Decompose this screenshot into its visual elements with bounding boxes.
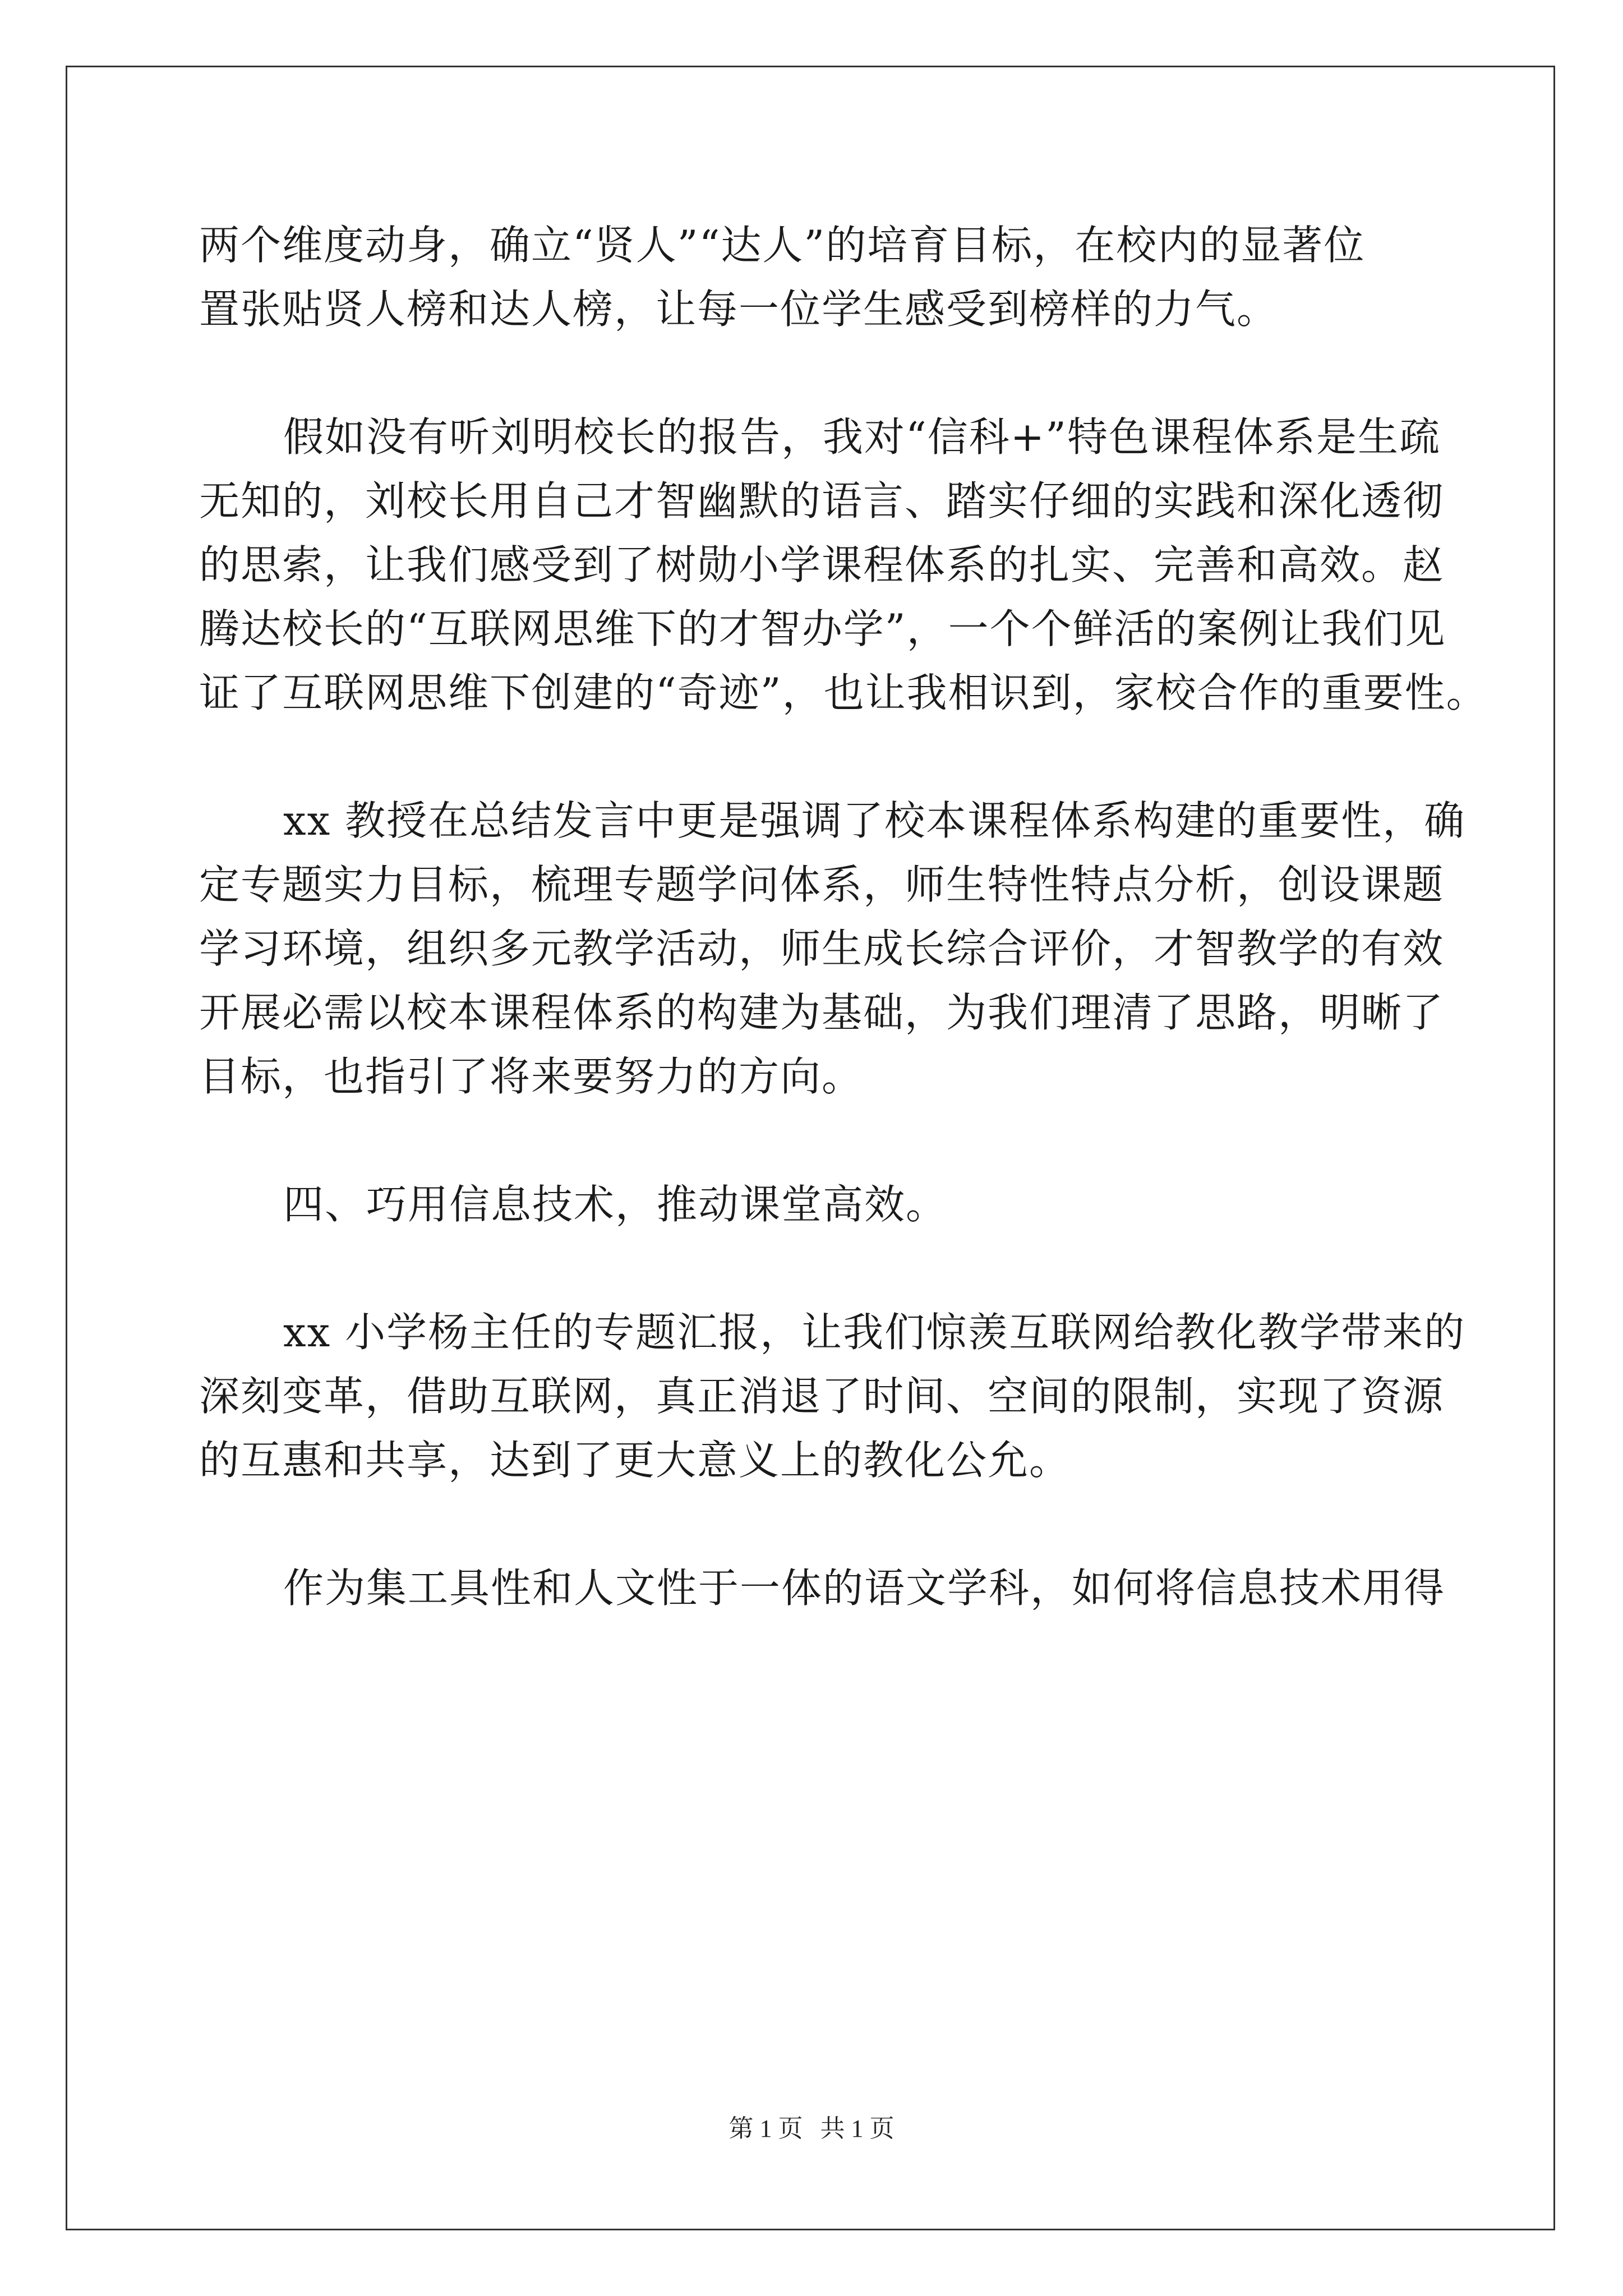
page-footer — [0, 2112, 1623, 2146]
paragraph-spacer — [199, 1108, 1424, 1172]
paragraph — [199, 1556, 1446, 1620]
page-total: 共 1 页 — [820, 2115, 895, 2142]
text-line: 腾达校长的“互联网思维下的才智办学”，一个个鲜活的案例让我们见 — [199, 605, 1446, 652]
paragraph-spacer — [199, 341, 1424, 405]
text-line: 四、巧用信息技术，推动课堂高效。 — [283, 1181, 948, 1228]
text-line: xx 教授在总结发言中更是强调了校本课程体系构建的重要性，确 — [283, 797, 1466, 844]
text-line: 置张贴贤人榜和达人榜，让每一位学生感受到榜样的力气。 — [199, 286, 1279, 333]
text-line: 的互惠和共享，达到了更大意义上的教化公允。 — [199, 1437, 1071, 1484]
text-line: 两个维度动身，确立“贤人”“达人”的培育目标，在校内的显著位 — [199, 222, 1366, 269]
text-line: 开展必需以校本课程体系的构建为基础，为我们理清了思路，明晰了 — [199, 989, 1445, 1036]
text-line: 无知的，刘校长用自己才智幽默的语言、踏实仔细的实践和深化透彻 — [199, 477, 1445, 524]
text-line: 目标，也指引了将来要努力的方向。 — [199, 1053, 864, 1100]
paragraph — [199, 789, 1466, 1108]
paragraph — [199, 405, 1488, 725]
text-line: 定专题实力目标，梳理专题学问体系，师生特性特点分析，创设课题 — [199, 861, 1445, 908]
text-line: 深刻变革，借助互联网，真正消退了时间、空间的限制，实现了资源 — [199, 1373, 1445, 1420]
document-body — [199, 213, 1488, 1620]
text-line: 学习环境，组织多元教学活动，师生成长综合评价，才智教学的有效 — [199, 925, 1445, 972]
section-heading — [199, 1172, 1424, 1236]
paragraph-spacer — [199, 1492, 1424, 1556]
paragraph-spacer — [199, 1236, 1424, 1300]
text-line: xx 小学杨主任的专题汇报，让我们惊羡互联网给教化教学带来的 — [283, 1309, 1466, 1356]
paragraph — [199, 1300, 1466, 1492]
text-line: 的思索，让我们感受到了树勋小学课程体系的扎实、完善和高效。赵 — [199, 541, 1445, 588]
page-number: 第 1 页 — [728, 2115, 803, 2142]
text-line: 证了互联网思维下创建的“奇迹”，也让我相识到，家校合作的重要性。 — [199, 669, 1488, 716]
text-line: 作为集工具性和人文性于一体的语文学科，如何将信息技术用得 — [283, 1565, 1446, 1612]
paragraph-spacer — [199, 725, 1424, 789]
text-line: 假如没有听刘明校长的报告，我对“信科+”特色课程体系是生疏 — [283, 413, 1441, 461]
paragraph — [199, 213, 1424, 341]
